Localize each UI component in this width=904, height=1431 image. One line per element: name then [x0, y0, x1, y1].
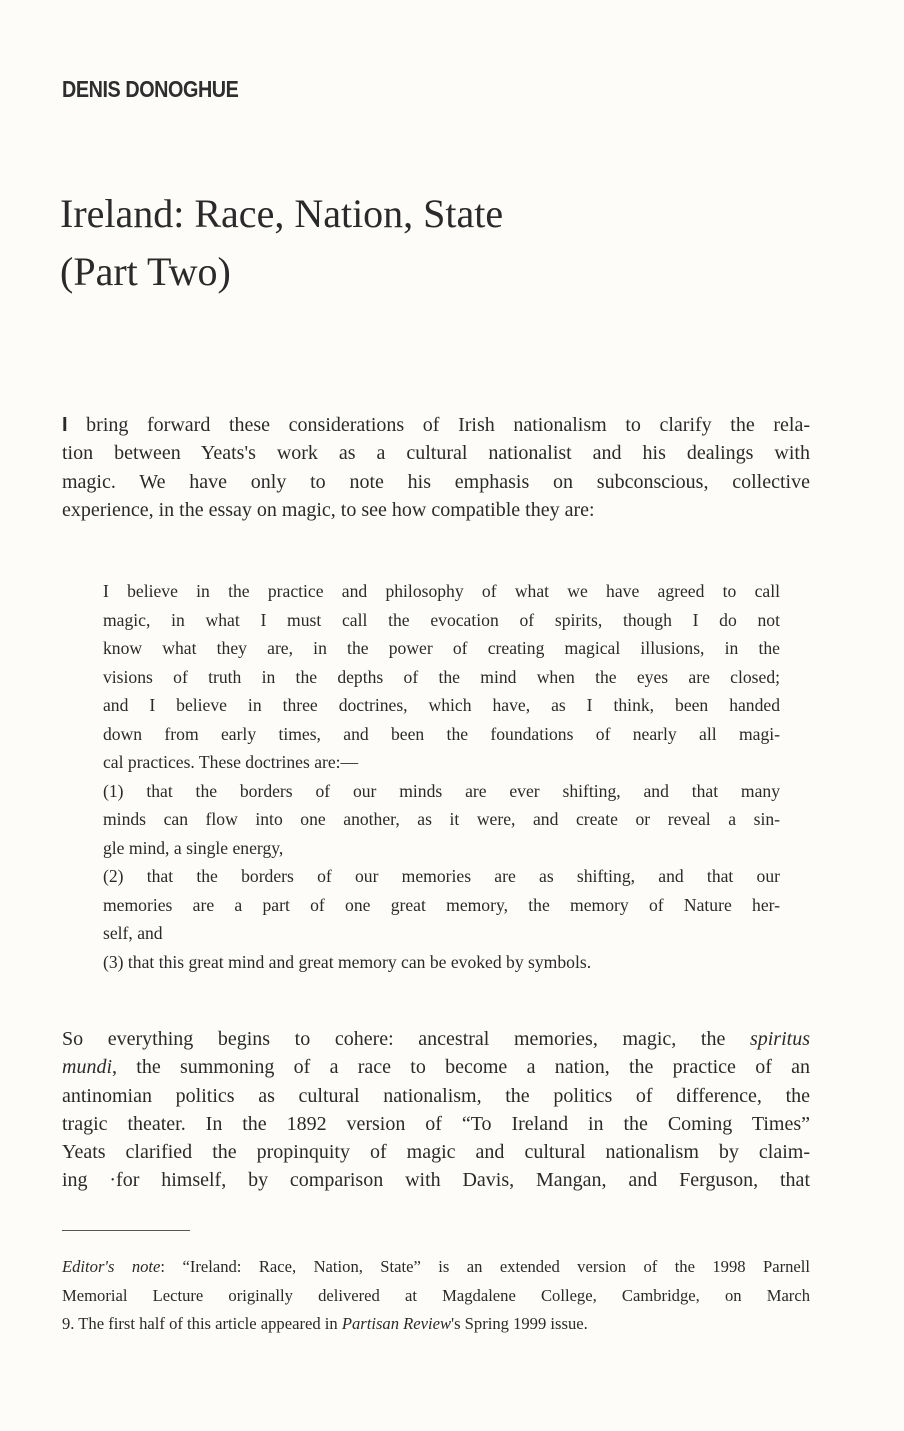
text-run: memories are a part of one great memory, the memory of Nature her- [103, 894, 780, 915]
text-line [62, 1053, 810, 1081]
text-run: Memorial Lecture originally delivered at Magdalene College, Cambridge, on March [62, 1285, 810, 1305]
text-line [103, 606, 780, 635]
text-line [62, 1166, 810, 1194]
text-run: magic, in what I must call the evocation of spirits, though I do not [103, 609, 780, 630]
text-line [103, 634, 780, 663]
text-line [103, 948, 780, 977]
title-line-1: Ireland: Race, Nation, State [60, 191, 504, 236]
text-run: visions of truth in the depths of the mind when the eyes are closed; [103, 666, 780, 687]
text-line [103, 748, 780, 777]
body-paragraph [62, 1025, 810, 1195]
text-line [62, 1110, 810, 1138]
text-line [103, 891, 780, 920]
text-line [103, 663, 780, 692]
text-line [62, 496, 810, 524]
article-title [60, 185, 503, 301]
text-line [62, 411, 810, 439]
text-line [62, 439, 810, 467]
text-line [103, 862, 780, 891]
title-line-2: (Part Two) [60, 249, 231, 294]
text-run: (1) that the borders of our minds are ever shifting, and that many [103, 780, 780, 801]
text-run: So everything begins to cohere: ancestral memories, magic, the [62, 1028, 750, 1050]
text-run: antinomian politics as cultural nationalism, the politics of difference, the [62, 1084, 810, 1107]
text-run: experience, in the essay on magic, to see how compatible they are: [62, 498, 595, 521]
text-line [103, 834, 780, 863]
text-run: down from early times, and been the foundations of nearly all magi- [103, 723, 780, 744]
text-run: ing ·for himself, by comparison with Davis, Mangan, and Ferguson, that [62, 1169, 810, 1192]
drop-initial: I [62, 414, 68, 436]
italic-text: Editor's note [62, 1257, 161, 1276]
text-run: (3) that this great mind and great memory can be evoked by symbols. [103, 951, 592, 972]
editors-note-footnote [62, 1253, 810, 1339]
text-line [103, 691, 780, 720]
author-name: DENIS DONOGHUE [62, 76, 239, 102]
text-line [62, 468, 810, 496]
text-line [62, 1025, 810, 1053]
text-run: (2) that the borders of our memories are as shifting, and that our [103, 866, 780, 886]
text-line [103, 805, 780, 834]
text-run: : “Ireland: Race, Nation, State” is an extended version of the 1998 Parnell [160, 1257, 811, 1276]
text-run: magic. We have only to note his emphasis on subconscious, collective [62, 470, 810, 493]
text-line [62, 1082, 810, 1110]
text-line [103, 777, 780, 806]
text-line [103, 720, 780, 749]
text-run: cal practices. These doctrines are:— [103, 752, 359, 772]
text-run: and I believe in three doctrines, which have, as I think, been handed [103, 695, 780, 715]
text-line [103, 919, 780, 948]
italic-text: mundi [62, 1056, 112, 1079]
italic-text: Partisan Review [341, 1314, 452, 1333]
text-line [62, 1138, 810, 1166]
text-run: bring forward these considerations of Irish nationalism to clarify the rela- [67, 414, 810, 436]
block-quote [103, 577, 780, 976]
text-run: tion between Yeats's work as a cultural nationalist and his dealings with [62, 442, 810, 465]
text-run: 's Spring 1999 issue. [451, 1314, 588, 1333]
italic-text: spiritus [749, 1028, 810, 1050]
text-run: gle mind, a single energy, [103, 837, 284, 858]
text-run: tragic theater. In the 1892 version of “To Ireland in the Coming Times” [62, 1112, 810, 1135]
text-run: 9. The first half of this article appeared in [62, 1314, 342, 1333]
footnote-divider [62, 1230, 190, 1231]
text-line [62, 1253, 810, 1282]
text-line [103, 577, 780, 606]
text-line [62, 1282, 810, 1311]
text-run: , the summoning of a race to become a nation, the practice of an [112, 1056, 810, 1079]
text-run: self, and [103, 923, 163, 943]
text-run: know what they are, in the power of creating magical illusions, in the [103, 638, 780, 658]
text-run: minds can flow into one another, as it were, and create or reveal a sin- [103, 809, 780, 829]
text-line [62, 1310, 810, 1339]
text-run: Yeats clarified the propinquity of magic and cultural nationalism by claim- [62, 1141, 810, 1164]
opening-paragraph [62, 411, 810, 524]
text-run: I believe in the practice and philosophy of what we have agreed to call [103, 581, 780, 601]
